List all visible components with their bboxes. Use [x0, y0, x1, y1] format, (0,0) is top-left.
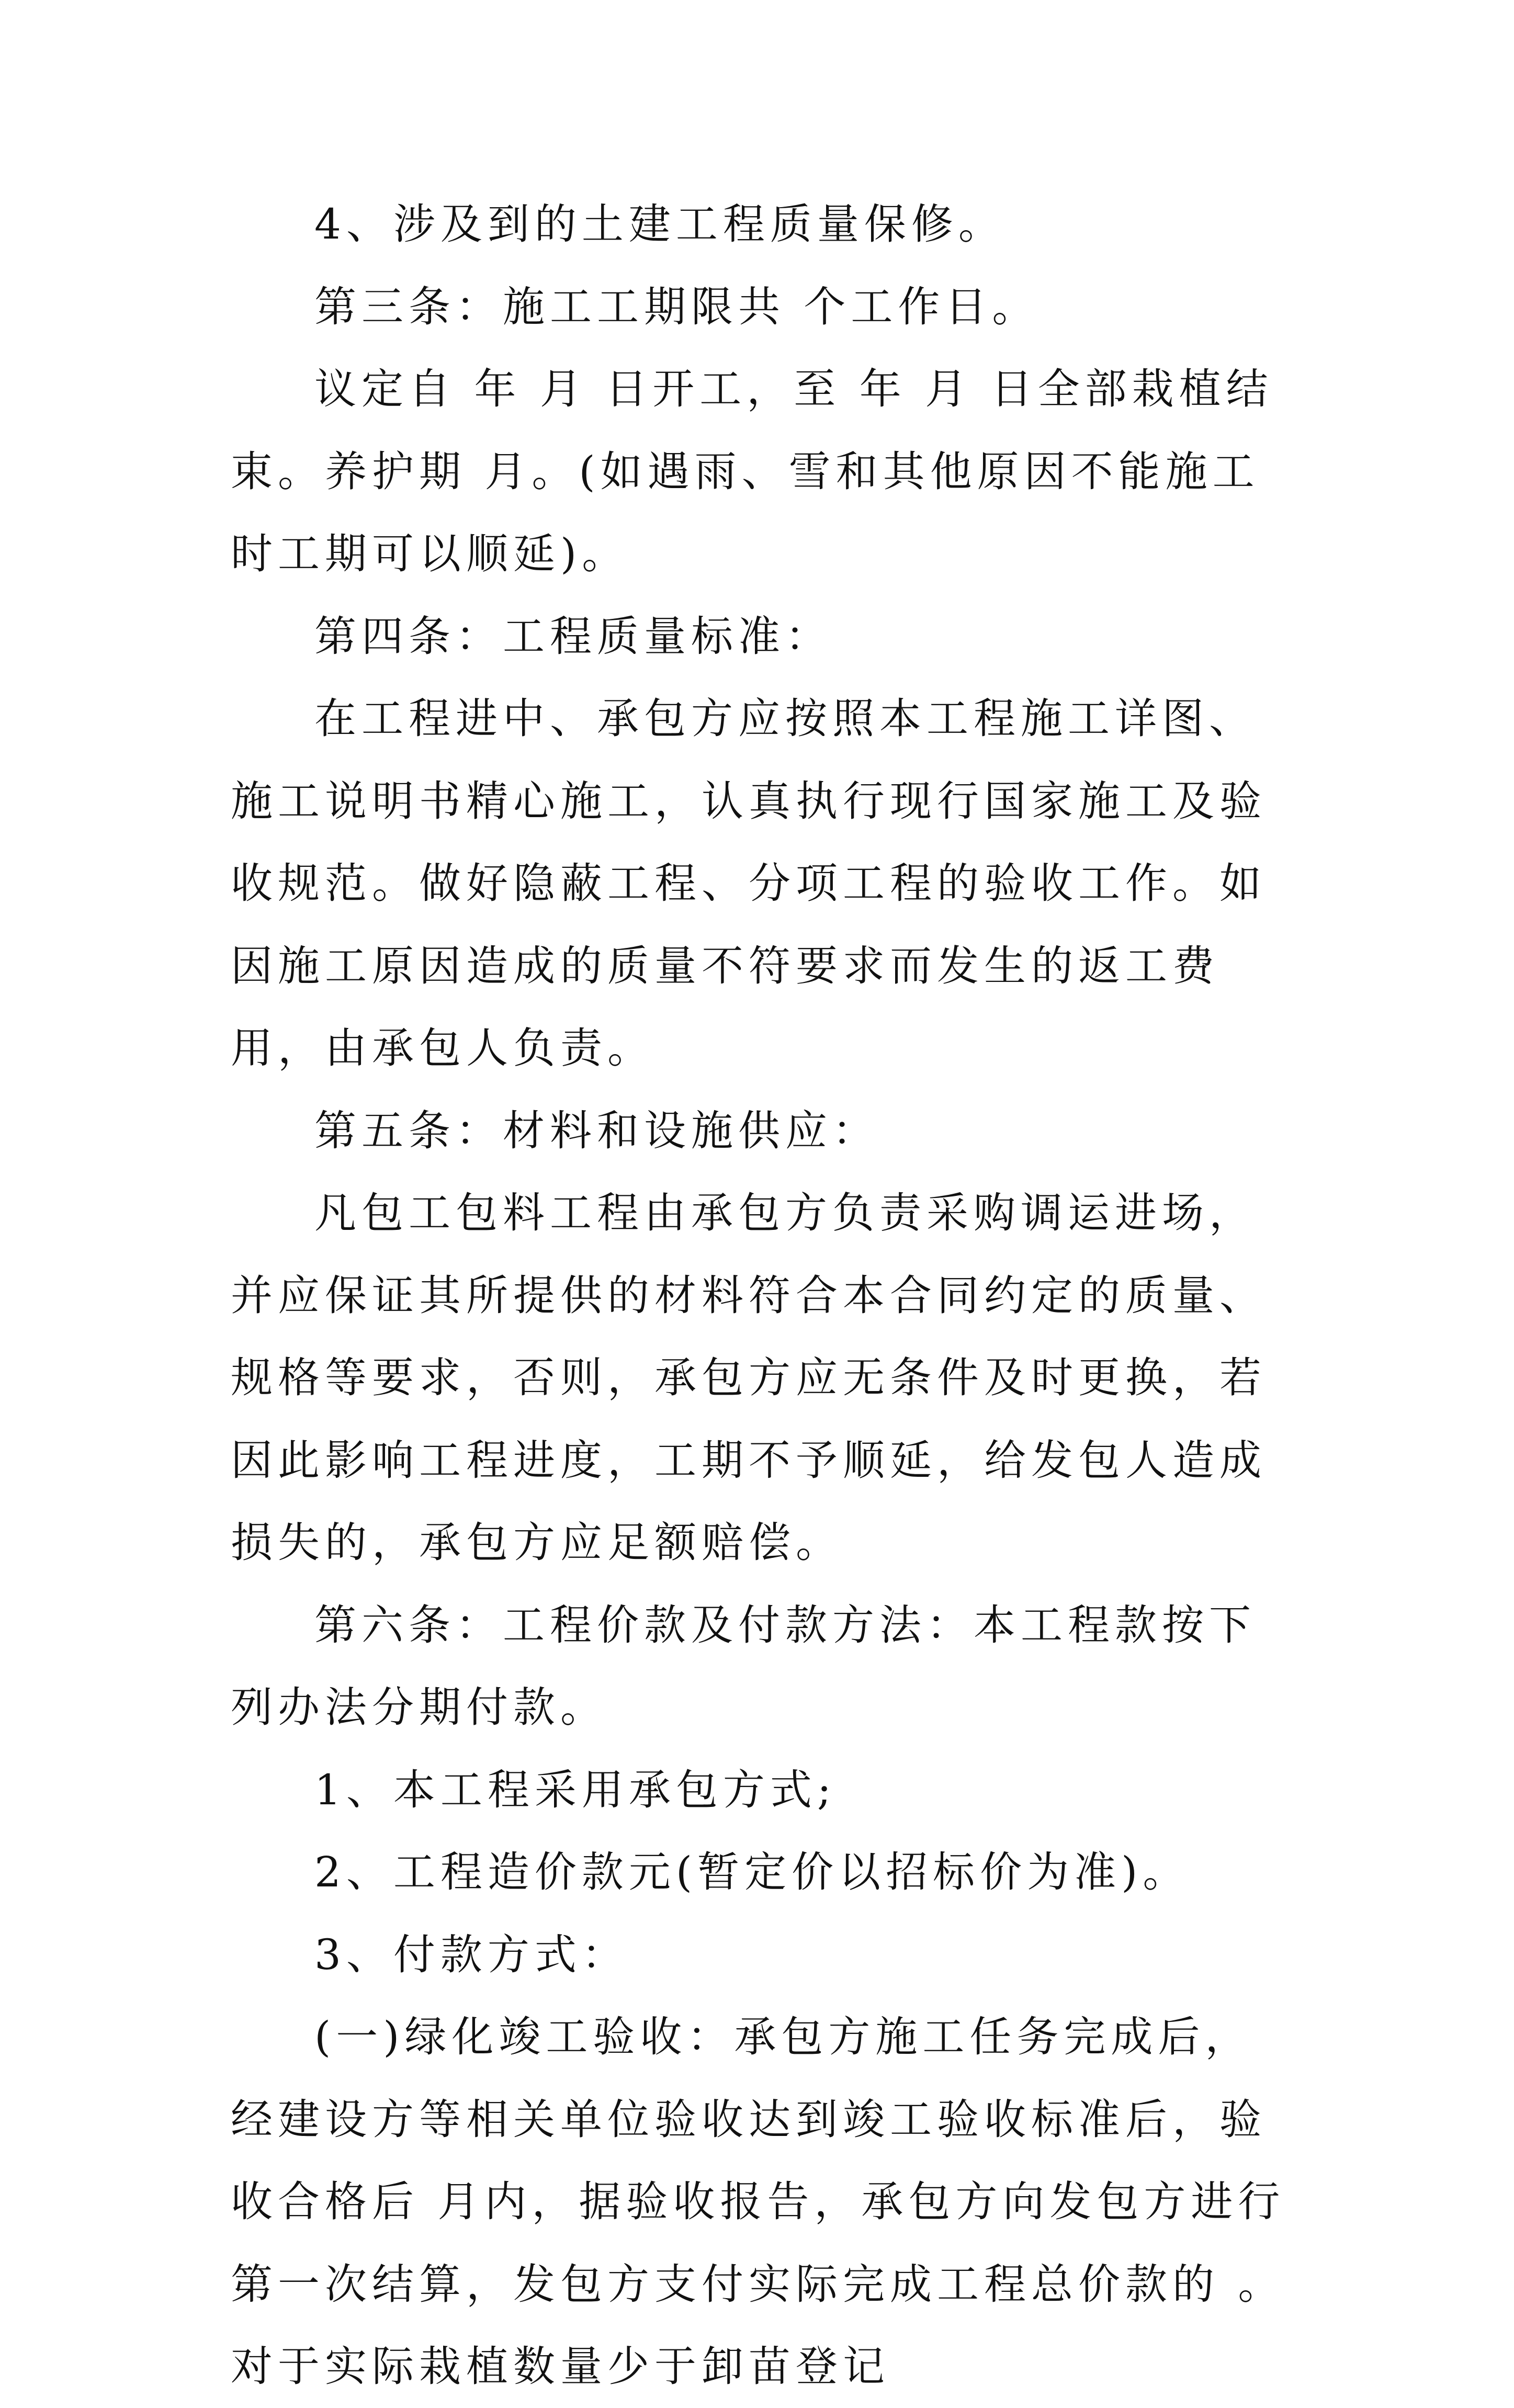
paragraph-payment-item-2: 2、工程造价款元(暂定价以招标价为准)。: [314, 1848, 1190, 1896]
paragraph-article-3-title: 第三条：施工工期限共 个工作日。: [314, 282, 1040, 331]
paragraph-article-5-title: 第五条：材料和设施供应：: [314, 1106, 879, 1155]
paragraph-article-4-title: 第四条：工程质量标准：: [314, 612, 832, 661]
contract-body-text: [231, 183, 1293, 2408]
paragraph-quality-standard: 在工程进中、承包方应按照本工程施工详图、施工说明书精心施工，认真执行现行国家施工及验收规范。做好隐蔽工程、分项工程的验收工作。如因施工原因造成的质量不符要求而发生的返工费用，由承包人负责。: [231, 694, 1267, 1072]
paragraph-article-6-payment: 第六条：工程价款及付款方法：本工程款按下列办法分期付款。: [231, 1600, 1256, 1732]
paragraph-schedule: 议定自 年 月 日开工，至 年 月 日全部栽植结束。养护期 月。(如遇雨、雪和其他原因不能施工时工期可以顺延)。: [231, 365, 1273, 578]
paragraph-payment-item-1: 1、本工程采用承包方式;: [314, 1765, 837, 1814]
paragraph-warranty-item-4: 4、涉及到的土建工程质量保修。: [314, 200, 1005, 248]
paragraph-payment-item-3: 3、付款方式：: [314, 1930, 629, 1979]
paragraph-material-supply: 凡包工包料工程由承包方负责采购调运进场，并应保证其所提供的材料符合本合同约定的质量、规格等要求，否则，承包方应无条件及时更换，若因此影响工程进度，工期不予顺延，给发包人造成损失的，承包方应足额赔偿。: [231, 1189, 1267, 1567]
paragraph-completion-acceptance: (一)绿化竣工验收：承包方施工任务完成后，经建设方等相关单位验收达到竣工验收标准后，验收合格后 月内，据验收报告，承包方向发包方进行第一次结算，发包方支付实际完成工程总价款的 。对于实际栽植数量少于卸苗登记: [231, 2013, 1285, 2391]
